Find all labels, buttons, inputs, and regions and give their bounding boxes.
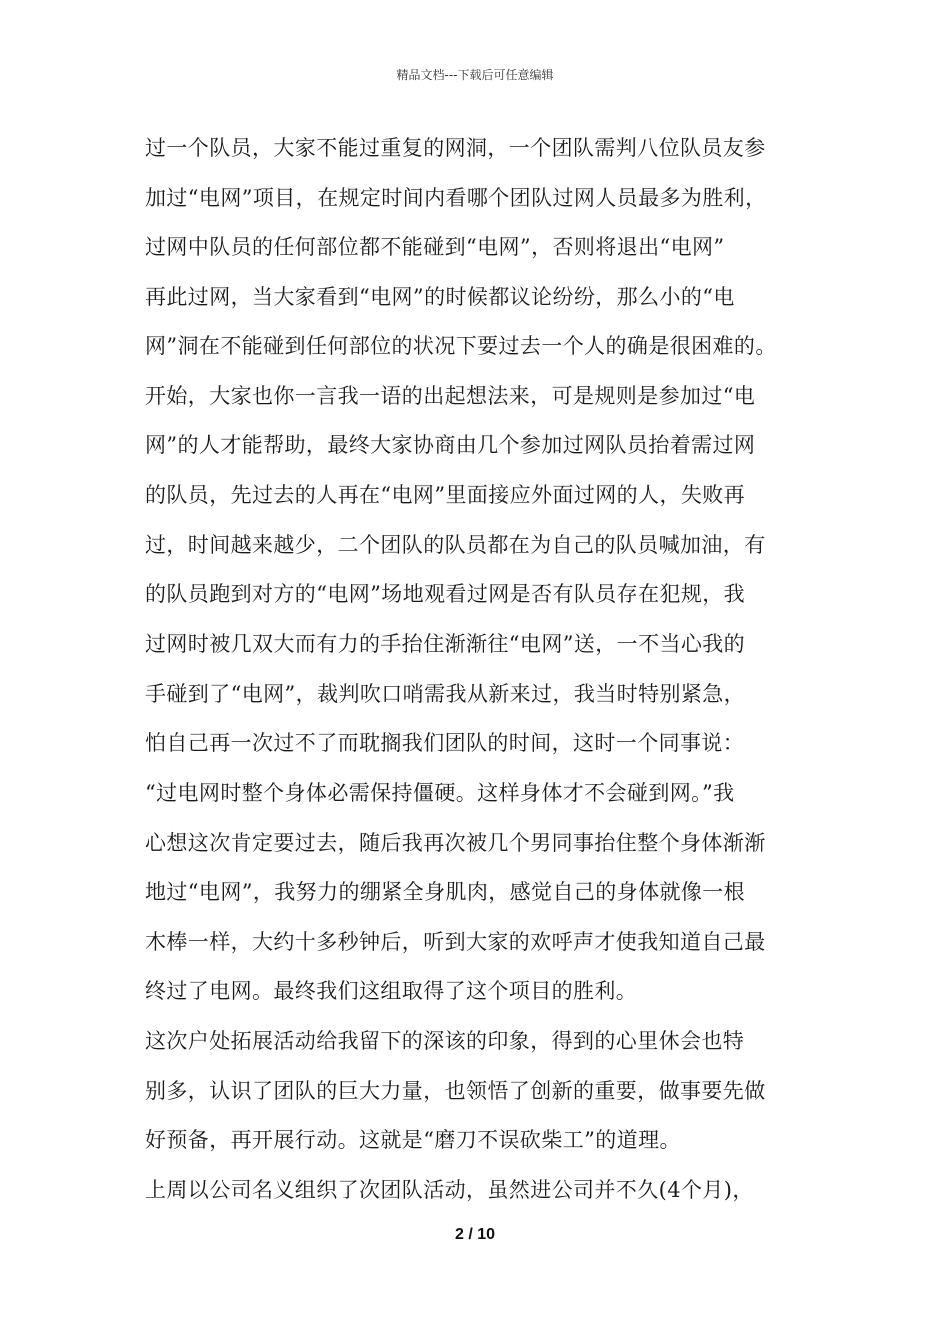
- body-line: 这次户处拓展活动给我留下的深该的印象，得到的心里休会也特: [145, 1029, 745, 1053]
- body-line: 过，时间越来越少，二个团队的队员都在为自己的队员喊加油，有: [145, 533, 766, 557]
- body-line: 网”洞在不能碰到任何部位的状况下要过去一个人的确是很困难的。: [145, 334, 777, 358]
- body-line: 手碰到了“电网”，裁判吹口哨需我从新来过，我当时特别紧急，: [145, 682, 746, 706]
- body-line: 加过“电网”项目，在规定时间内看哪个团队过网人员最多为胜利，: [145, 186, 767, 210]
- body-line: 好预备，再开展行动。这就是“磨刀不误砍柴工”的道理。: [145, 1128, 681, 1152]
- document-header: 精品文档---下载后可任意编辑: [396, 68, 554, 82]
- body-line: 过网中队员的任何部位都不能碰到“电网”，否则将退出“电网”: [145, 235, 725, 259]
- body-line: 别多，认识了团队的巨大力量，也领悟了创新的重要，做事要先做: [145, 1079, 766, 1103]
- page-indicator: 2 / 10: [454, 1226, 496, 1243]
- body-line: 过网时被几双大而有力的手抬住渐渐往“电网”送，一不当心我的: [145, 632, 746, 656]
- body-line: 木棒一样，大约十多秒钟后，听到大家的欢呼声才使我知道自己最: [145, 930, 766, 954]
- body-line: 再此过网，当大家看到“电网”的时候都议论纷纷，那么小的“电: [145, 285, 735, 309]
- body-line: 过一个队员，大家不能过重复的网洞，一个团队需判八位队员友参: [145, 136, 766, 160]
- body-line: “过电网时整个身体必需保持僵硬。这样身体才不会碰到网。”我: [145, 781, 735, 805]
- body-line: 怕自己再一次过不了而耽搁我们团队的时间，这时一个同事说：: [145, 731, 745, 755]
- body-line: 开始，大家也你一言我一语的出起想法来，可是规则是参加过“电: [145, 384, 756, 408]
- body-line: 网”的人才能帮助，最终大家协商由几个参加过网队员抬着需过网: [145, 433, 756, 457]
- body-line: 上周以公司名义组织了次团队活动，虽然进公司并不久(4个月)，: [145, 1178, 754, 1202]
- body-line: 心想这次肯定要过去，随后我再次被几个男同事抬住整个身体渐渐: [145, 831, 766, 855]
- body-line: 终过了电网。最终我们这组取得了这个项目的胜利。: [145, 979, 638, 1003]
- body-line: 的队员跑到对方的“电网”场地观看过网是否有队员存在犯规，我: [145, 582, 746, 606]
- body-line: 的队员，先过去的人再在“电网”里面接应外面过网的人，失败再: [145, 483, 746, 507]
- body-line: 地过“电网”，我努力的绷紧全身肌肉，感觉自己的身体就像一根: [145, 880, 746, 904]
